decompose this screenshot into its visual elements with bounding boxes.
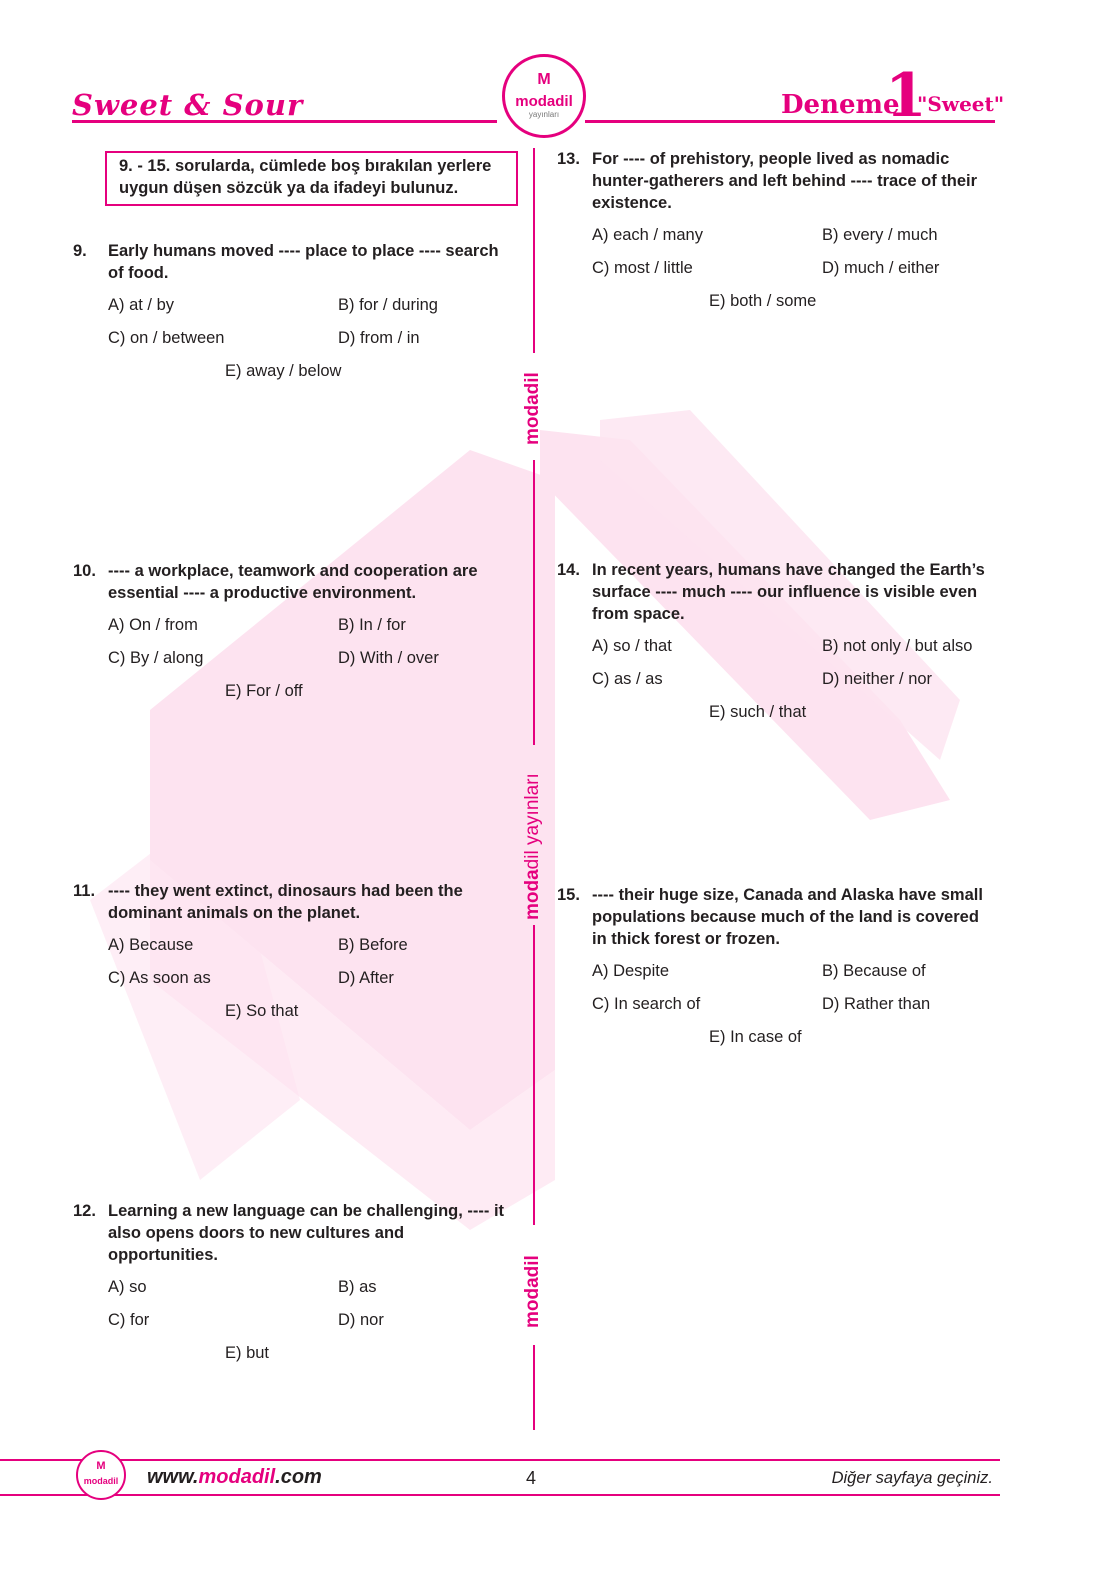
side-label-middle: modadil yayınları: [522, 773, 543, 920]
option-e[interactable]: E) In case of: [709, 1028, 802, 1046]
option-a[interactable]: A) so: [108, 1278, 147, 1296]
option-b[interactable]: B) Because of: [822, 962, 926, 980]
option-b[interactable]: B) for / during: [338, 296, 438, 314]
footer-rule-bottom: [0, 1494, 1000, 1496]
website-link[interactable]: www.modadil.com: [147, 1466, 322, 1488]
footer-logo: [76, 1450, 126, 1500]
question-12: [73, 1200, 513, 1376]
question-number: 12.: [73, 1202, 96, 1220]
option-e[interactable]: E) For / off: [225, 682, 303, 700]
modadil-logo: [502, 54, 586, 138]
question-number: 13.: [557, 150, 580, 168]
option-c[interactable]: C) In search of: [592, 995, 701, 1013]
footer-rule-top: [0, 1459, 1000, 1461]
option-b[interactable]: B) every / much: [822, 226, 938, 244]
question-text: Early humans moved ---- place to place ---- search of food.: [108, 242, 499, 282]
question-stem: [557, 884, 997, 950]
next-page-note: Diğer sayfaya geçiniz.: [831, 1469, 993, 1487]
instruction-box: 9. - 15. sorularda, cümlede boş bırakılan yerlere uygun düşen sözcük ya da ifadeyi bulunuz.: [105, 151, 518, 206]
option-b[interactable]: B) not only / but also: [822, 637, 973, 655]
option-e[interactable]: E) So that: [225, 1002, 299, 1020]
answer-options: [108, 1276, 513, 1376]
brand-title: Sweet & Sour: [72, 88, 304, 122]
header-rule-right: [585, 120, 995, 123]
question-number: 9.: [73, 242, 87, 260]
question-text: Learning a new language can be challenging, ---- it also opens doors to new cultures and opportunities.: [108, 1202, 505, 1264]
question-11: [73, 880, 513, 1034]
option-a[interactable]: A) at / by: [108, 296, 175, 314]
option-c[interactable]: C) on / between: [108, 329, 225, 347]
logo-subtext: yayınları: [528, 110, 560, 119]
question-number: 14.: [557, 561, 580, 579]
question-number: 15.: [557, 886, 580, 904]
option-c[interactable]: C) for: [108, 1311, 150, 1329]
column-divider-bottom: [533, 1345, 535, 1430]
question-text: ---- they went extinct, dinosaurs had been the dominant animals on the planet.: [108, 882, 463, 922]
side-label-top: modadil: [522, 372, 543, 445]
question-stem: [73, 560, 513, 604]
page-number: 4: [526, 1468, 537, 1488]
answer-options: [592, 224, 997, 324]
question-9: [73, 240, 503, 394]
footer-logo-mark-icon: M: [96, 1460, 106, 1472]
question-13: [557, 148, 997, 324]
question-text: ---- their huge size, Canada and Alaska have small populations because much of the land is covered in thick forest or frozen.: [592, 886, 983, 948]
answer-options: [592, 960, 997, 1060]
footer-logo-text: modadil: [83, 1476, 119, 1486]
option-e[interactable]: E) but: [225, 1344, 270, 1362]
column-divider-mid1: [533, 460, 535, 745]
answer-options: [592, 635, 997, 735]
answer-options: [108, 934, 513, 1034]
deneme-label: Deneme: [781, 90, 900, 120]
option-d[interactable]: D) neither / nor: [822, 670, 933, 688]
answer-options: [108, 614, 513, 714]
column-divider-top: [533, 148, 535, 353]
question-number: 10.: [73, 562, 96, 580]
option-d[interactable]: D) nor: [338, 1311, 384, 1329]
test-variant: "Sweet": [917, 92, 1005, 116]
question-15: [557, 884, 997, 1060]
question-stem: [557, 559, 997, 625]
option-b[interactable]: B) Before: [338, 936, 408, 954]
question-stem: [73, 880, 513, 924]
question-text: In recent years, humans have changed the Earth’s surface ---- much ---- our influence is visible even from space.: [592, 561, 985, 623]
column-divider-mid2: [533, 925, 535, 1225]
question-stem: [557, 148, 997, 214]
option-c[interactable]: C) most / little: [592, 259, 693, 277]
option-c[interactable]: C) As soon as: [108, 969, 211, 987]
side-label-bottom: modadil: [522, 1255, 543, 1328]
question-number: 11.: [73, 882, 96, 900]
option-d[interactable]: D) After: [338, 969, 394, 987]
option-a[interactable]: A) each / many: [592, 226, 703, 244]
option-a[interactable]: A) On / from: [108, 616, 198, 634]
question-stem: [73, 1200, 513, 1266]
option-d[interactable]: D) from / in: [338, 329, 420, 347]
question-stem: [73, 240, 503, 284]
logo-mark-icon: M: [537, 71, 551, 88]
deneme-number: 1: [885, 61, 927, 131]
answer-options: [108, 294, 503, 394]
option-e[interactable]: E) such / that: [709, 703, 807, 721]
logo-text: modadil: [515, 93, 573, 110]
option-d[interactable]: D) Rather than: [822, 995, 931, 1013]
option-a[interactable]: A) Because: [108, 936, 194, 954]
question-10: [73, 560, 513, 714]
option-c[interactable]: C) as / as: [592, 670, 663, 688]
option-b[interactable]: B) In / for: [338, 616, 406, 634]
question-text: For ---- of prehistory, people lived as nomadic hunter-gatherers and left behind ---- trace of their existence.: [592, 150, 978, 212]
option-d[interactable]: D) much / either: [822, 259, 940, 277]
option-a[interactable]: A) so / that: [592, 637, 672, 655]
question-text: ---- a workplace, teamwork and cooperation are essential ---- a productive environment.: [108, 562, 478, 602]
option-e[interactable]: E) away / below: [225, 362, 342, 380]
option-c[interactable]: C) By / along: [108, 649, 204, 667]
option-a[interactable]: A) Despite: [592, 962, 670, 980]
option-e[interactable]: E) both / some: [709, 292, 817, 310]
question-14: [557, 559, 997, 735]
option-d[interactable]: D) With / over: [338, 649, 439, 667]
option-b[interactable]: B) as: [338, 1278, 377, 1296]
